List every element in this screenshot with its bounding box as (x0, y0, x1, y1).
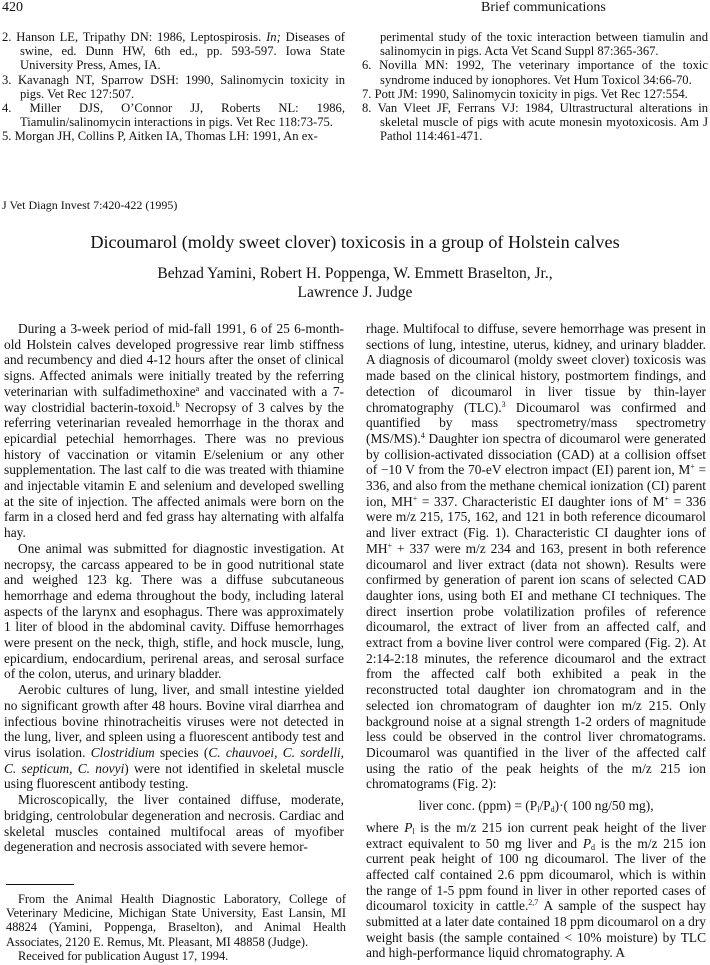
body-right-column (366, 321, 706, 961)
footnote (6, 892, 346, 963)
reference-item: 7. Pott JM: 1990, Salinomycin toxicity in pigs. Vet Rec 127:554. (362, 86, 688, 101)
authors-line-2: Lawrence J. Judge (297, 284, 413, 301)
paragraph: Microscopically, the liver contained diffuse, moderate, bridging, centrolobular degeneration and necrosis. Cardiac and skeletal muscles contained multifocal areas of myofiber degeneration and necrosis associated with severe hemor- (4, 792, 344, 855)
reference-item: 6. Novilla MN: 1992, The veterinary importance of the toxic syndrome induced by ionophores. Vet Hum Toxicol 34:66-70. (362, 58, 708, 87)
reference-item: 3. Kavanagh NT, Sparrow DSH: 1990, Salinomycin toxicity in pigs. Vet Rec 127:507. (2, 72, 345, 101)
running-head: Brief communications (481, 0, 606, 15)
paragraph: One animal was submitted for diagnostic investigation. At necropsy, the carcass appeared to be in good nutritional state and weighed 123 kg. There was a diffuse subcutaneous hemorrhage and edema throughout the body, including lateral aspects of the larynx and esophagus. There was approximately 1 liter of blood in the abdominal cavity. Diffuse hemorrhages were present on the neck, thigh, stifle, and hock muscle, lung, epicardium, endocardium, perirenal areas, and serosal surface of the colon, uterus, and urinary bladder. (4, 540, 344, 682)
reference-item: 8. Van Vleet JF, Ferrans VJ: 1984, Ultrastructural alterations in skeletal muscle of pigs with acute monesin myotoxicosis. Am J Pathol 114:461-471. (362, 101, 709, 144)
equation: liver conc. $(ppm) = (P_l/P_d)\cdot$( 100 ng/50 mg), (418, 798, 654, 815)
journal-citation: J Vet Diagn Invest 7:420-422 (1995) (2, 198, 178, 212)
authors-line-1: Behzad Yamini, Robert H. Poppenga, W. Emmett Braselton, Jr., (157, 265, 553, 282)
article-title: Dicoumarol (moldy sweet clover) toxicosis in a group of Holstein calves (90, 232, 620, 252)
page-number: 420 (2, 0, 23, 15)
paragraph: where $P_l$ is the m/z 215 ion current peak height of the liver extract equivalent to 50 mg liver and $P_d$ is the m/z 215 ion current peak height of 100 ng dicoumarol. The liver of the affected calf contained 2.6 ppm dicoumarol, which is within the range of 1-5 ppm found in liver in other reported cases of dicoumarol toxicity in cattle.$^{2,7}$ A sample of the suspect hay submitted at a later date contained 18 ppm dicoumarol on a dry weight basis (the sample contained < 10% moisture) by TLC and high-performance liquid chromatography. A (366, 819, 707, 961)
references-left-column (2, 30, 345, 144)
footnote-divider (6, 884, 74, 885)
reference-item: 2. Hanson LE, Tripathy DN: 1986, Leptospirosis. In; Diseases of swine, ed. Dunn HW, 6th ed., pp. 593-597. Iowa State University Press, Ames, IA. (2, 30, 345, 73)
reference-item: 5. Morgan JH, Collins P, Aitken IA, Thomas LH: 1991, An ex- (2, 129, 318, 144)
paragraph: rhage. Multifocal to diffuse, severe hemorrhage was present in sections of lung, intestine, uterus, kidney, and urinary bladder. A diagnosis of dicoumarol (moldy sweet clover) toxicosis was made based on the clinical history, postmortem findings, and detection of dicoumarol in liver tissue by thin-layer chromatography (TLC).$^3$ Dicoumarol was confirmed and quantified by mass spectrometry/mass spectrometry (MS/MS).$^4$ Daughter ion spectra of dicoumarol were generated by collision-activated dissociation (CAD) at a collision offset of −10 V from the 70-eV electron impact (EI) parent ion, M+ = 336, and also from the methane chemical ionization (CI) parent ion, MH+ = 337. Characteristic EI daughter ions of M+ = 336 were m/z 215, 175, 162, and 121 in both reference dicoumarol and liver extract (Fig. 1). Characteristic CI daughter ions of MH+ + 337 were m/z 234 and 163, present in both reference dicoumarol and liver extract (data not shown). Results were confirmed by generation of parent ion scans of selected CAD daughter ions, using both EI and methane CI techniques. The direct insertion probe volatilization profiles of reference dicoumarol, the extract of liver from an affected calf, and extract from a bovine liver control were compared (Fig. 2). At 2:14-2:18 minutes, the reference dicoumarol and the extract from the affected calf both exhibited a peak in the reconstructed total daughter ion chromatogram and in the selected ion chromatogram of daughter ion m/z 215. Only background noise at a signal strength 1-2 orders of magnitude less could be observed in the control liver chromatograms. Dicoumarol was quantified in the liver of the affected calf using the ratio of the peak heights of the m/z 215 ion chromatograms (Fig. 2): (366, 321, 707, 792)
body-left-column (4, 321, 344, 855)
received-note: Received for publication August 17, 1994. (18, 948, 229, 963)
affiliation-note: From the Animal Health Diagnostic Laboratory, College of Veterinary Medicine, Michigan State University, East Lansin, MI 48824 (Yamini, Poppenga, Braselton), and Animal Health Associates, 2120 E. Remus, Mt. Pleasant, MI 48858 (Judge). (6, 892, 346, 949)
reference-item: 4. Miller DJS, O’Connor JJ, Roberts NL: 1986, Tiamulin/salinomycin interactions in pigs. Vet Rec 118:73-75. (2, 101, 345, 130)
paragraph: Aerobic cultures of lung, liver, and small intestine yielded no significant growth after 48 hours. Bovine viral diarrhea and infectious bovine rhinotracheitis viruses were not detected in the lung, liver, and spleen using a fluorescent antibody test and virus isolation. Clostridium species (C. chauvoei, C. sordelli, C. septicum, C. novyi) were not identified in skeletal muscle using fluorescent antibody testing. (4, 682, 345, 792)
article-authors (0, 264, 710, 302)
reference-continuation: perimental study of the toxic interaction between tiamulin and salinomycin in pigs. Acta Vet Scand Suppl 87:365-367. (380, 30, 708, 59)
references-right-column (362, 30, 708, 144)
paragraph: During a 3-week period of mid-fall 1991, 6 of 25 6-month-old Holstein calves developed progressive rear limb stiffness and recumbency and died 4-12 hours after the onset of clinical signs. Affected animals were initially treated by the referring veterinarian with sulfadimethoxine$^a$ and vaccinated with a 7-way clostridial bacterin-toxoid.$^b$ Necropsy of 3 calves by the referring veterinarian revealed hemorrhage in the thorax and epicardial petechial hemorrhages. There was no previous history of vaccination or vitamin E/selenium or any other supplementation. The last calf to die was treated with thiamine and injectable vitamin E and selenium and developed swelling at the site of injection. The affected animals were born on the farm in a closed herd and fed grass hay alternating with alfalfa hay. (4, 321, 344, 541)
